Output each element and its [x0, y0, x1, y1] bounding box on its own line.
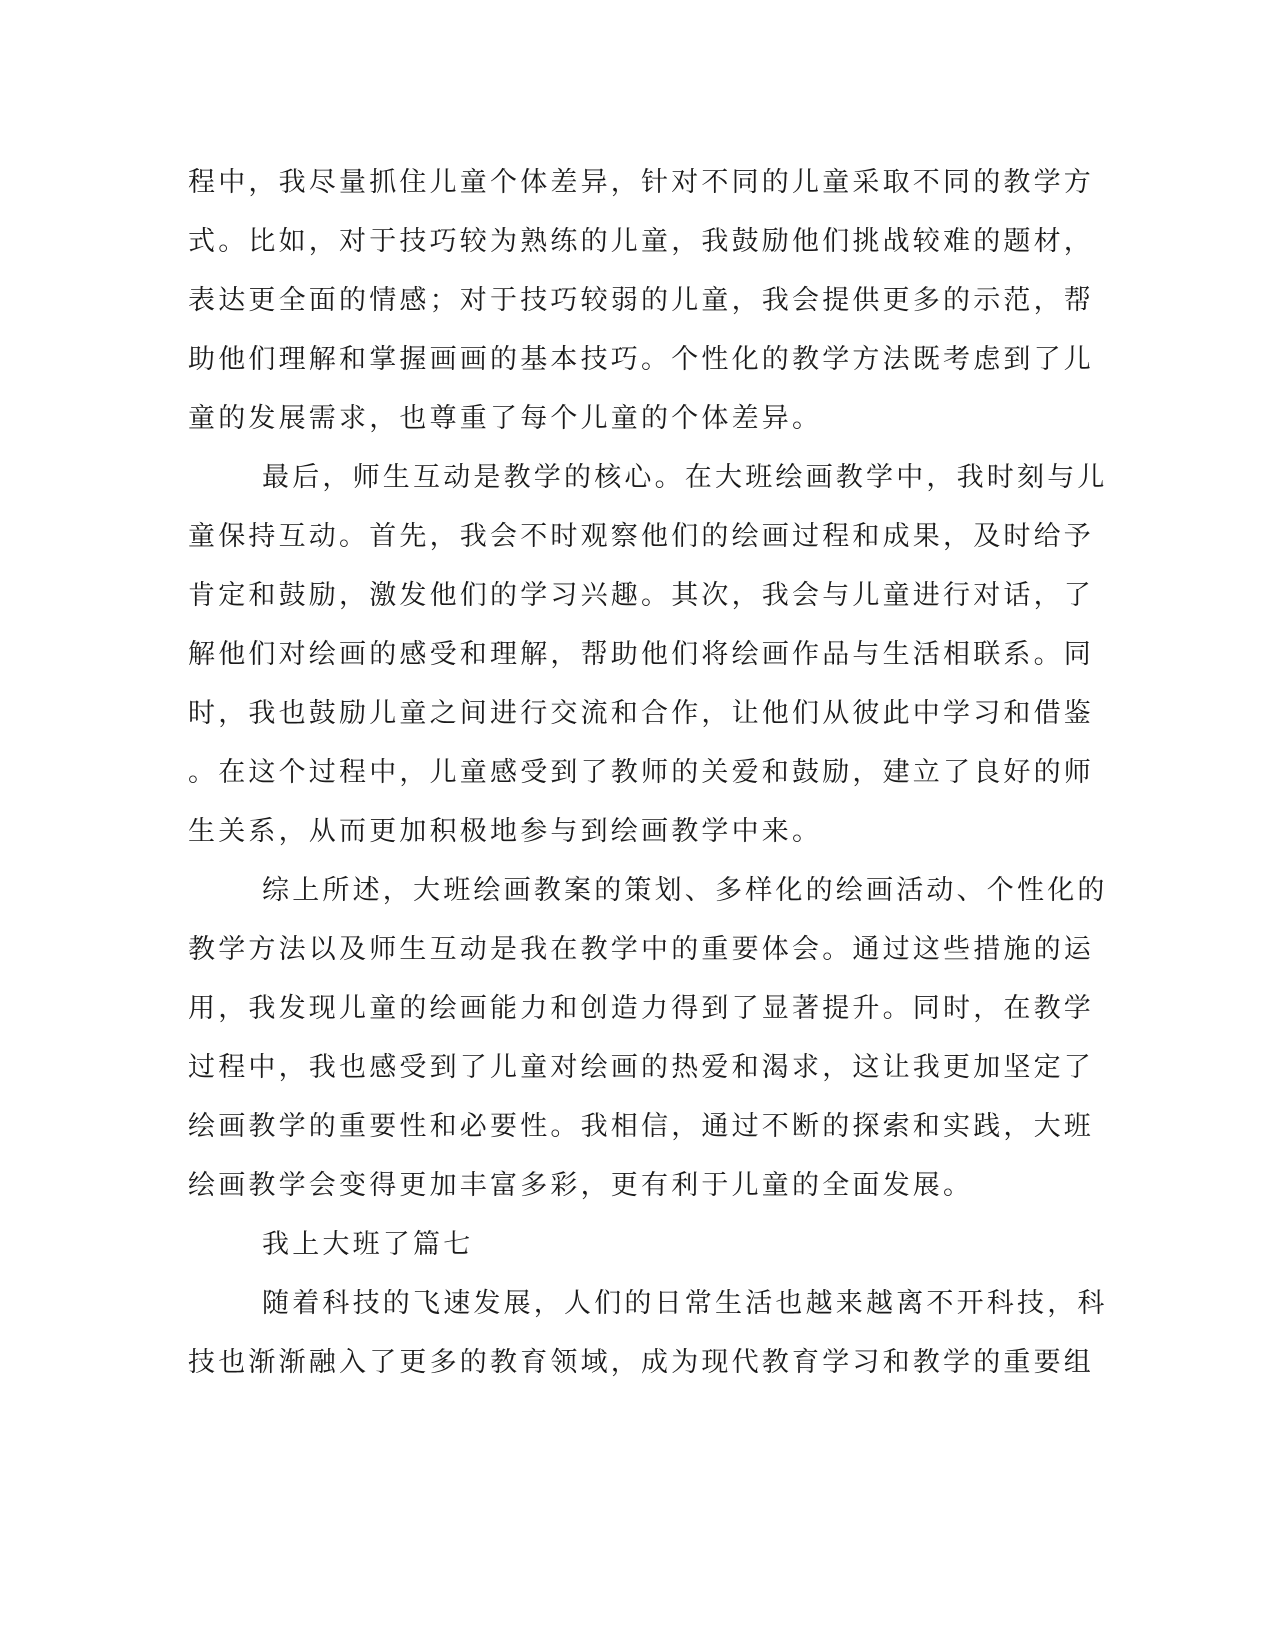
text-line: 。在这个过程中，儿童感受到了教师的关爱和鼓励，建立了良好的师: [188, 757, 1094, 788]
text-line: 教学方法以及师生互动是我在教学中的重要体会。通过这些措施的运: [188, 934, 1094, 965]
paragraph-first-line: 随着科技的飞速发展，人们的日常生活也越来越离不开科技，科: [262, 1288, 1108, 1319]
paragraph-first-line: 最后，师生互动是教学的核心。在大班绘画教学中，我时刻与儿: [262, 462, 1108, 493]
text-line: 童的发展需求，也尊重了每个儿童的个体差异。: [188, 403, 823, 434]
text-line: 绘画教学会变得更加丰富多彩，更有利于儿童的全面发展。: [188, 1170, 974, 1201]
text-line: 用，我发现儿童的绘画能力和创造力得到了显著提升。同时，在教学: [188, 993, 1094, 1024]
text-line: 表达更全面的情感；对于技巧较弱的儿童，我会提供更多的示范，帮: [188, 285, 1094, 316]
text-line: 技也渐渐融入了更多的教育领域，成为现代教育学习和教学的重要组: [188, 1347, 1094, 1378]
text-line: 式。比如，对于技巧较为熟练的儿童，我鼓励他们挑战较难的题材，: [188, 226, 1094, 257]
text-line: 解他们对绘画的感受和理解，帮助他们将绘画作品与生活相联系。同: [188, 639, 1094, 670]
text-line: 生关系，从而更加积极地参与到绘画教学中来。: [188, 816, 823, 847]
paragraph-first-line: 综上所述，大班绘画教案的策划、多样化的绘画活动、个性化的: [262, 875, 1108, 906]
text-line: 过程中，我也感受到了儿童对绘画的热爱和渴求，这让我更加坚定了: [188, 1052, 1094, 1083]
text-line: 绘画教学的重要性和必要性。我相信，通过不断的探索和实践，大班: [188, 1111, 1094, 1142]
text-line: 助他们理解和掌握画画的基本技巧。个性化的教学方法既考虑到了儿: [188, 344, 1094, 375]
text-line: 程中，我尽量抓住儿童个体差异，针对不同的儿童采取不同的教学方: [188, 167, 1094, 198]
text-line: 时，我也鼓励儿童之间进行交流和合作，让他们从彼此中学习和借鉴: [188, 698, 1094, 729]
section-heading: 我上大班了篇七: [262, 1229, 474, 1260]
text-line: 肯定和鼓励，激发他们的学习兴趣。其次，我会与儿童进行对话，了: [188, 580, 1094, 611]
text-line: 童保持互动。首先，我会不时观察他们的绘画过程和成果，及时给予: [188, 521, 1094, 552]
